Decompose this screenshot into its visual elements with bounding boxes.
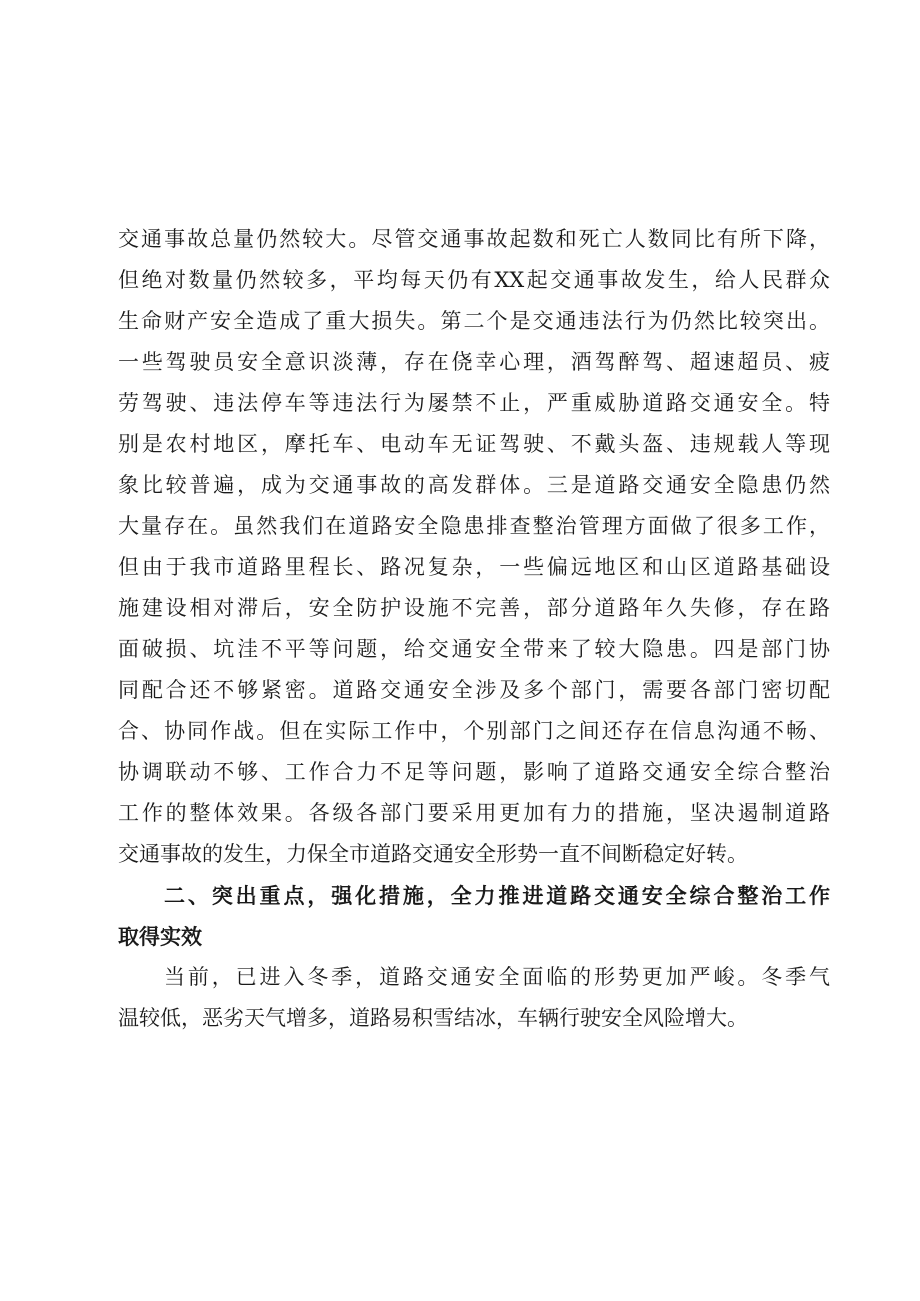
text-line: 但绝对数量仍然较多，平均每天仍有XX起交通事故发生，给人民群众 [118, 268, 830, 292]
text-line: 象比较普遍，成为交通事故的高发群体。三是道路交通安全隐患仍然 [118, 473, 830, 497]
text-line: 一些驾驶员安全意识淡薄，存在侥幸心理，酒驾醉驾、超速超员、疲 [118, 350, 830, 374]
text-line: 交通事故的发生，力保全市道路交通安全形势一直不间断稳定好转。 [118, 842, 748, 866]
text-line: 温较低，恶劣天气增多，道路易积雪结冰，车辆行驶安全风险增大。 [118, 1006, 748, 1030]
paragraph-continued [118, 219, 830, 875]
text-line: 工作的整体效果。各级各部门要采用更加有力的措施，坚决遏制道路 [118, 801, 830, 825]
heading-line: 二、突出重点，强化措施，全力推进道路交通安全综合整治工作 [164, 883, 830, 908]
document-body [118, 219, 830, 1039]
paragraph [118, 957, 830, 1039]
text-line: 交通事故总量仍然较大。尽管交通事故起数和死亡人数同比有所下降， [118, 227, 830, 251]
heading-line: 取得实效 [118, 924, 202, 949]
text-line: 大量存在。虽然我们在道路安全隐患排查整治管理方面做了很多工作， [118, 514, 830, 538]
section-heading [118, 875, 830, 957]
text-line: 施建设相对滞后，安全防护设施不完善，部分道路年久失修，存在路 [118, 596, 830, 620]
text-line: 别是农村地区，摩托车、电动车无证驾驶、不戴头盔、违规载人等现 [118, 432, 830, 456]
text-line: 生命财产安全造成了重大损失。第二个是交通违法行为仍然比较突出。 [118, 309, 830, 333]
text-line: 合、协同作战。但在实际工作中，个别部门之间还存在信息沟通不畅、 [118, 719, 830, 743]
text-line: 同配合还不够紧密。道路交通安全涉及多个部门，需要各部门密切配 [118, 678, 830, 702]
text-line: 但由于我市道路里程长、路况复杂，一些偏远地区和山区道路基础设 [118, 555, 830, 579]
text-line: 劳驾驶、违法停车等违法行为屡禁不止，严重威胁道路交通安全。特 [118, 391, 830, 415]
text-line: 面破损、坑洼不平等问题，给交通安全带来了较大隐患。四是部门协 [118, 637, 830, 661]
text-line: 协调联动不够、工作合力不足等问题，影响了道路交通安全综合整治 [118, 760, 830, 784]
text-line: 当前，已进入冬季，道路交通安全面临的形势更加严峻。冬季气 [164, 965, 830, 989]
